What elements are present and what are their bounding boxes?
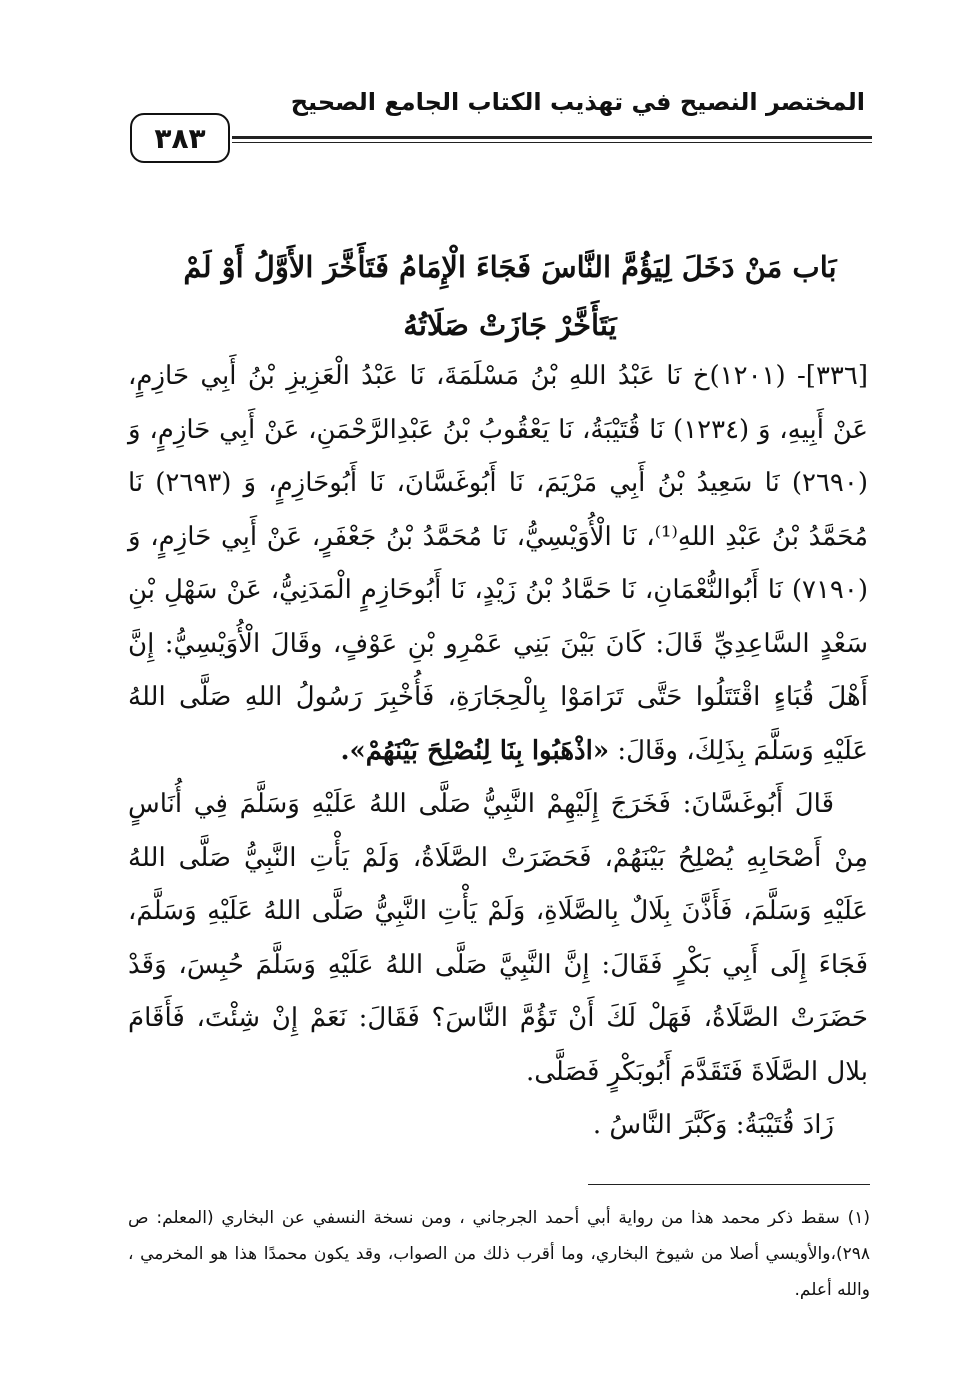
chapter-title: بَاب مَنْ دَخَلَ لِيَؤُمَّ النَّاسَ فَجَاءَ الْإِمَامُ فَتَأَخَّرَ الأَوَّلُ أَوْ لَمْ يَتَأَخَّرْ جَازَتْ صَلَاتُهُ — [183, 250, 837, 342]
page-number: ٣٨٣ — [130, 113, 230, 163]
footnote-rule — [588, 1184, 870, 1185]
header-rule — [232, 136, 872, 139]
addition-paragraph: زَادَ قُتَيْبَةُ: وَكَبَّرَ النَّاسُ . — [592, 1110, 834, 1140]
hadith-paragraph — [128, 350, 868, 778]
running-title: المختصر النصيح في تهذيب الكتاب الجامع الصحيح — [290, 88, 865, 116]
footnote: (١) سقط ذكر محمد هذا من رواية أبي أحمد الجرجاني ، ومن نسخة النسفي عن البخاري (المعلم: ص ٢٩٨)،والأويسي أصلا من شيوخ البخاري، وما أقرب ذلك من الصواب، وقد يكون محمدًا هذا هو المخرمي ، والله أعلم. — [128, 1208, 870, 1300]
header-rule-thin — [232, 142, 872, 143]
hadith-quote: «اذْهَبُوا بِنَا لِنُصْلِحَ بَيْنَهُمْ». — [340, 735, 610, 766]
hadith-isnad: [٣٣٦]- (١٢٠١)خ نَا عَبْدُ اللهِ بْنُ مَسْلَمَةَ، نَا عَبْدُ الْعَزِيزِ بْنُ أَبِي حَازِمٍ، عَنْ أَبِيهِ، وَ (١٢٣٤) نَا قُتَيْبَةُ، نَا يَعْقُوبُ بْنُ عَبْدِالرَّحْمَنِ، عَنْ أَبِي حَازِمٍ، وَ (٢٦٩٠) نَا سَعِيدُ بْنُ أَبِي مَرْيَمَ، نَا أَبُوغَسَّانَ، نَا أَبُوحَازِمٍ، وَ (٢٦٩٣) نَا مُحَمَّدُ بْنُ عَبْدِ اللهِ⁽¹⁾، نَا الْأُوَيْسِيُّ، نَا مُحَمَّدُ بْنُ جَعْفَرٍ، عَنْ أَبِي حَازِمٍ، وَ (٧١٩٠) نَا أَبُوالنُّعْمَانِ، نَا حَمَّادُ بْنُ زَيْدٍ، نَا أَبُوحَازِمٍ الْمَدَنِيُّ، عَنْ سَهْلِ بْنِ سَعْدٍ السَّاعِدِيِّ قَالَ: كَانَ بَيْنَ بَنِي عَمْرِو بْنِ عَوْفٍ، وقَالَ الْأُوَيْسِيُّ: إِنَّ أَهْلَ قُبَاءٍ اقْتَتَلُوا حَتَّى تَرَامَوْا بِالْحِجَارَةِ، فَأُخْبِرَ رَسُولُ اللهِ صَلَّى اللهُ عَلَيْهِ وَسَلَّمَ بِذَلِكَ، وقَالَ: — [128, 361, 869, 766]
narration-paragraph: قَالَ أَبُوغَسَّانَ: فَخَرَجَ إِلَيْهِمْ النَّبِيُّ صَلَّى اللهُ عَلَيْهِ وَسَلَّمَ فِي أُنَاسٍ مِنْ أَصْحَابِهِ يُصْلِحُ بَيْنَهُمْ، فَحَضَرَتْ الصَّلَاةُ، وَلَمْ يَأْتِ النَّبِيُّ صَلَّى اللهُ عَلَيْهِ وَسَلَّمَ، فَأَذَّنَ بِلَالٌ بِالصَّلَاةِ، وَلَمْ يَأْتِ النَّبِيُّ صَلَّى اللهُ عَلَيْهِ وَسَلَّمَ، فَجَاءَ إِلَى أَبِي بَكْرٍ فَقَالَ: إِنَّ النَّبِيَّ صَلَّى اللهُ عَلَيْهِ وَسَلَّمَ حُبِسَ، وَقَدْ حَضَرَتْ الصَّلَاةُ، فَهَلْ لَكَ أَنْ تَؤُمَّ النَّاسَ؟ فَقَالَ: نَعَمْ إِنْ شِئْتَ، فَأَقَامَ بلال الصَّلَاةَ فَتَقَدَّمَ أَبُوبَكْرٍ فَصَلَّى. — [128, 789, 868, 1087]
main-text — [128, 350, 868, 1153]
